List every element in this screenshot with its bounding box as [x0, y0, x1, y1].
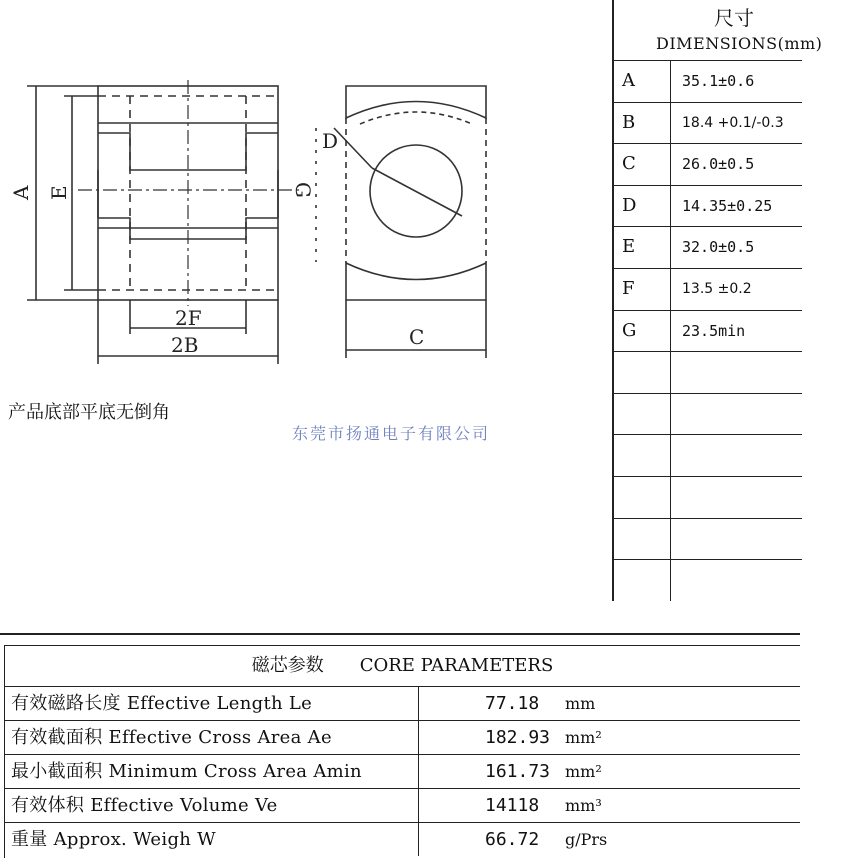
dimension-row-b [614, 103, 802, 145]
side-view-top-leg [346, 86, 486, 118]
dimension-row-empty [614, 477, 802, 519]
dimension-value: 35.1±0.6 [682, 72, 755, 90]
dimension-row-empty [614, 394, 802, 436]
parameter-unit: g/Prs [565, 830, 608, 849]
parameter-value: 66.72 [485, 829, 540, 850]
core-drawing [0, 0, 612, 400]
dimension-label [614, 560, 671, 601]
dimension-value: 13.5 ±0.2 [682, 280, 752, 297]
parameter-row [5, 687, 800, 721]
dimension-label: D [614, 186, 671, 227]
parameter-value: 14118 [485, 795, 540, 816]
dimension-row-g [614, 311, 802, 353]
side-view-bottom-leg [346, 263, 486, 300]
dimension-label [614, 435, 671, 476]
dimension-label: A [614, 61, 671, 102]
parameter-value: 161.73 [485, 761, 551, 782]
parameter-unit: mm [565, 694, 596, 713]
dimension-row-empty [614, 352, 802, 394]
dimension-label [614, 352, 671, 393]
label-2b: 2B [171, 333, 199, 357]
dimension-label: G [614, 311, 671, 352]
dimension-row-e [614, 227, 802, 269]
parameter-value: 182.93 [485, 727, 551, 748]
dimension-row-empty [614, 435, 802, 477]
dimension-value: 18.4 +0.1/-0.3 [682, 114, 784, 131]
dimension-row-empty [614, 519, 802, 561]
parameter-row [5, 721, 800, 755]
dimension-row-empty [614, 560, 802, 601]
center-lines [78, 80, 300, 306]
product-note: 产品底部平底无倒角 [8, 402, 170, 423]
parameter-name: 有效磁路长度 Effective Length Le [11, 693, 313, 714]
dimension-row-d [614, 186, 802, 228]
label-g: G [291, 182, 315, 198]
dimension-value: 32.0±0.5 [682, 238, 755, 257]
label-e: E [47, 185, 71, 200]
dimensions-table [612, 0, 823, 601]
core-parameters-title: 磁芯参数 CORE PARAMETERS [5, 645, 800, 687]
parameter-value: 77.18 [485, 693, 540, 714]
dim-leader-d [334, 128, 372, 168]
label-a: A [9, 185, 33, 200]
dimension-row-f [614, 269, 802, 311]
parameter-row [5, 789, 800, 823]
dimension-value: 23.5min [682, 321, 746, 340]
dimension-label [614, 477, 671, 518]
parameter-name: 重量 Approx. Weigh W [11, 829, 216, 850]
core-parameters-table [0, 633, 800, 858]
dimensions-title-en: DIMENSIONS(mm) [656, 34, 823, 53]
dimension-value: 14.35±0.25 [682, 196, 773, 215]
dimension-label: E [614, 227, 671, 268]
label-2f: 2F [175, 306, 202, 330]
company-watermark: 东莞市扬通电子有限公司 [292, 424, 491, 443]
parameter-name: 有效截面积 Effective Cross Area Ae [11, 727, 332, 748]
dimensions-header [614, 0, 823, 61]
parameter-name: 最小截面积 Minimum Cross Area Amin [11, 761, 362, 782]
label-c: C [409, 325, 425, 349]
parameter-row [5, 755, 800, 789]
dimension-row-a [614, 61, 802, 103]
dimension-label: C [614, 144, 671, 185]
parameter-unit: mm² [565, 728, 602, 747]
parameter-unit: mm² [565, 762, 602, 781]
dimension-label: B [614, 103, 671, 144]
dimension-label: F [614, 269, 671, 310]
dimension-label [614, 394, 671, 435]
dimension-row-c [614, 144, 802, 186]
parameter-unit: mm³ [565, 796, 602, 815]
dimensions-title-zh: 尺寸 [714, 6, 754, 30]
parameter-name: 有效体积 Effective Volume Ve [11, 795, 278, 816]
parameter-row [5, 823, 800, 856]
dimension-label [614, 519, 671, 560]
label-d: D [322, 129, 339, 153]
dimension-value: 26.0±0.5 [682, 155, 755, 174]
